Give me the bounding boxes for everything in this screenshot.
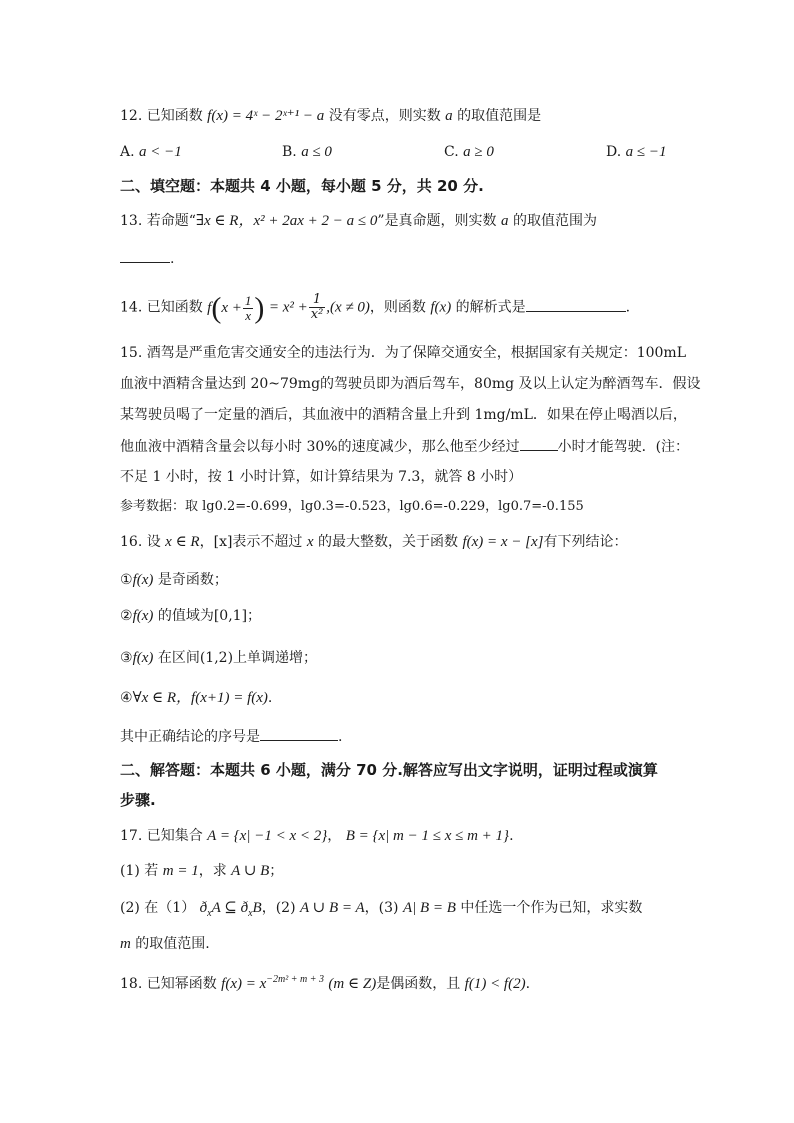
option-a: A. a < −1 [120, 144, 182, 160]
question-15-line-5: 不足 1 小时，按 1 小时计算，如计算结果为 7.3，就答 8 小时） [120, 469, 523, 485]
question-17-part-1 [120, 861, 283, 881]
text: 的值域为[0,1]； [157, 608, 262, 624]
text: 其中正确结论的序号是 [120, 729, 260, 745]
question-18 [120, 970, 530, 994]
text: 若命题“ [146, 213, 196, 229]
text: 已知幂函数 [146, 976, 217, 992]
text: 中任选一个作为已知，求实数 [460, 900, 643, 916]
text: 在区间(1,2)上单调递增； [157, 650, 318, 666]
part-number: (1) [120, 863, 140, 879]
question-17-part-2-cont [120, 934, 210, 954]
math-formula: x ∈ R [165, 534, 200, 550]
math-formula: f(x) [430, 299, 452, 316]
math-var: x [306, 534, 314, 550]
question-12 [120, 106, 541, 126]
math-formula: B = {x| m − 1 ≤ x ≤ m + 1} [345, 828, 510, 844]
math-formula: $f(x) = x^{-2m^2 + m + 3}$ [221, 974, 324, 992]
text: 已知集合 [146, 828, 203, 844]
text: 的解析式是 [455, 299, 526, 316]
question-15-line-2: 血液中酒精含量达到 20~79mg的驾驶员即为酒后驾车，80mg 及以上认定为醉酒驾车．假设 [120, 376, 701, 392]
text: . [509, 828, 514, 844]
math-formula: f(x) [132, 572, 154, 588]
text: ； [269, 863, 284, 879]
text: 是奇函数； [157, 572, 228, 588]
question-number: 18. [120, 976, 143, 992]
question-number: 13. [120, 213, 143, 229]
math-formula: ∃x ∈ R，x² + 2ax + 2 − a ≤ 0 [195, 213, 378, 229]
math-var: a [501, 213, 509, 229]
question-16-conclusion [120, 726, 342, 747]
text: ，求 [198, 863, 227, 879]
part-number: (2) [120, 900, 140, 916]
question-17 [120, 826, 514, 846]
text: ”是真命题，则实数 [377, 213, 497, 229]
question-16-item-4 [120, 688, 272, 708]
item-marker: ② [120, 608, 133, 624]
question-number: 14. [120, 299, 143, 316]
math-formula: A ∪ B = A [300, 900, 365, 916]
text: 的取值范围是 [457, 108, 542, 124]
text: 他血液中酒精含量会以每小时 30%的速度减少，那么他至少经过 [120, 439, 520, 455]
text: 已知函数 [146, 299, 203, 316]
text: ，则函数 [369, 299, 426, 316]
question-12-options [120, 142, 680, 162]
item-marker: ③ [120, 650, 133, 666]
math-formula: f(x) = x − [x] [462, 534, 544, 550]
text: ，[x]表示不超过 [199, 534, 303, 550]
question-15-line-1: 15. 酒驾是严重危害交通安全的违法行为．为了保障交通安全，根据国家有关规定：100mL [120, 345, 687, 361]
text: . [525, 976, 531, 992]
math-var: a [445, 108, 453, 124]
text: 没有零点，则实数 [328, 108, 441, 124]
section-heading-answer-1: 二、解答题：本题共 6 小题，满分 70 分.解答应写出文字说明，证明过程或演算 [120, 761, 658, 779]
item-marker: ④ [120, 690, 133, 706]
text: 的取值范围. [135, 936, 210, 952]
text: 已知函数 [146, 108, 203, 124]
text: . [267, 690, 273, 706]
question-16-item-2 [120, 606, 261, 626]
item-marker: ① [120, 572, 133, 588]
question-17-part-2 [120, 898, 642, 924]
math-formula: A| B = B [402, 900, 456, 916]
math-formula: m = 1 [162, 863, 199, 879]
question-15-line-3: 某驾驶员喝了一定量的酒后，其血液中的酒精含量上升到 1mg/mL．如果在停止喝酒以后， [120, 407, 687, 423]
option-b: B. a ≤ 0 [282, 144, 332, 160]
math-formula: = x² + [268, 299, 308, 316]
text: 是偶函数，且 [376, 976, 461, 992]
math-formula: f(1) < f(2) [464, 976, 526, 992]
section-heading-fill-in: 二、填空题：本题共 4 小题，每小题 5 分，共 20 分. [120, 177, 484, 195]
answer-blank [120, 248, 170, 263]
math-formula: f(x) [132, 608, 154, 624]
math-formula: f(x) = 4ˣ − 2ˣ⁺¹ − a [207, 108, 325, 124]
text: 的最大整数，关于函数 [318, 534, 459, 550]
section-heading-answer-2: 步骤. [120, 791, 156, 809]
text: 若 [144, 863, 159, 879]
option-d: D. a ≤ −1 [606, 144, 667, 160]
text: 有下列结论： [543, 534, 628, 550]
math-formula: ∀x ∈ R，f(x+1) = f(x) [132, 690, 268, 706]
question-number: 12. [120, 108, 143, 124]
text: . [170, 251, 175, 267]
text: 小时才能驾驶．(注： [557, 439, 690, 455]
question-16-item-1 [120, 570, 228, 590]
math-formula: (m ∈ Z) [328, 976, 377, 992]
math-var: m [120, 936, 131, 952]
answer-blank [526, 297, 626, 312]
math-formula: f(x) [132, 650, 154, 666]
math-formula: A ∪ B [231, 863, 270, 879]
text: 设 [146, 534, 161, 550]
text: 在（1） [144, 900, 196, 916]
question-13 [120, 211, 597, 231]
text: ， [327, 828, 342, 844]
question-13-answer [120, 248, 174, 269]
question-16-item-3 [120, 648, 317, 668]
question-15-reference-data: 参考数据：取 lg0.2=-0.699，lg0.3=-0.523，lg0.6=-0.229，lg0.7=-0.155 [120, 499, 584, 514]
text: . [625, 299, 631, 316]
question-15-line-4 [120, 436, 689, 457]
question-14 [120, 293, 630, 323]
question-number: 16. [120, 534, 143, 550]
text: ，(2) [261, 900, 296, 916]
question-16 [120, 532, 628, 552]
math-formula: f(x + $\frac{1}{x}$ ) [207, 291, 265, 325]
math-formula: ,(x ≠ 0) [326, 299, 370, 316]
answer-blank [520, 436, 558, 451]
text: 的取值范围为 [512, 213, 597, 229]
answer-blank [260, 726, 338, 741]
math-fraction: $\frac{1}{\text{x²}}$ [310, 292, 324, 322]
math-formula: A = {x| −1 < x < 2} [207, 828, 328, 844]
option-c: C. a ≥ 0 [444, 144, 494, 160]
text: ，(3) [364, 900, 399, 916]
text: . [338, 729, 343, 745]
question-number: 17. [120, 828, 143, 844]
math-formula: $ð_xA$ ⊆ $ð_xB$ [199, 900, 262, 919]
